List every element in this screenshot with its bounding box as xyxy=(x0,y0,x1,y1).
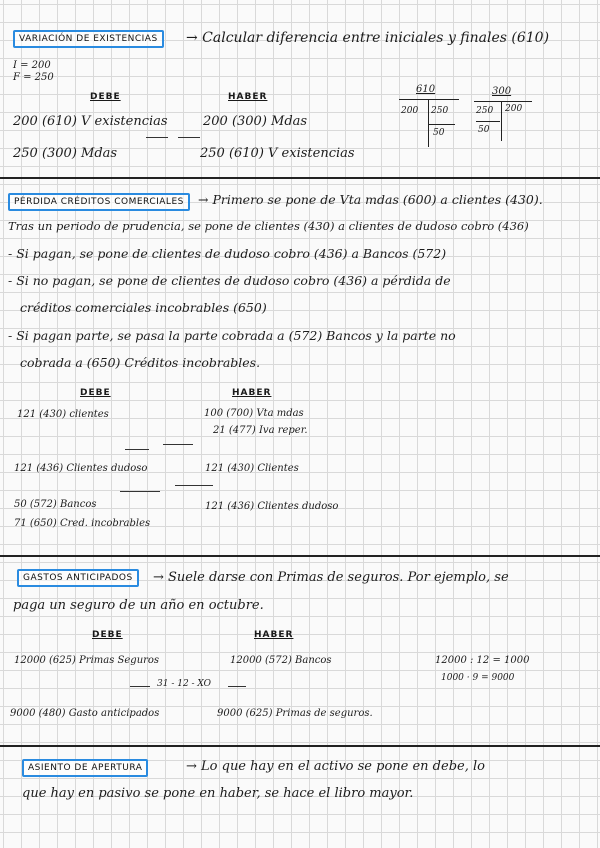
perdida-line-2: Tras un periodo de prudencia, se pone de clientes (430) a clientes de dudoso cobro (436) xyxy=(8,219,529,233)
entry-debe: 71 (650) Cred. incobrables xyxy=(14,518,151,529)
entry-haber: 100 (700) Vta mdas xyxy=(204,408,304,419)
t-account-300-divider xyxy=(501,101,502,141)
closing-date: 31 - 12 - XO xyxy=(157,679,212,689)
perdida-line-4: - Si no pagan, se pone de clientes de dudoso cobro (436) a pérdida de xyxy=(8,273,451,288)
entry-debe: 9000 (480) Gasto anticipados xyxy=(10,708,160,719)
separator-dash xyxy=(146,137,168,138)
perdida-line-3: - Si pagan, se pone de clientes de dudoso cobro (436) a Bancos (572) xyxy=(8,246,447,261)
separator-dash xyxy=(125,449,149,450)
separator-dash xyxy=(178,137,200,138)
gastos-line-2: paga un seguro de un año en octubre. xyxy=(13,598,264,613)
t-account-300-topline xyxy=(474,101,532,102)
t-account-610-subtotal-line xyxy=(429,124,455,125)
perdida-line-1: → Primero se pone de Vta mdas (600) a clientes (430). xyxy=(198,192,543,207)
debe-header: DEBE xyxy=(92,630,123,640)
t-account-300-balance: 50 xyxy=(478,125,490,135)
gastos-line-1: → Suele darse con Primas de seguros. Por ejemplo, se xyxy=(153,570,509,585)
section-divider xyxy=(0,177,600,179)
separator-dash xyxy=(228,686,246,687)
final-value: F = 250 xyxy=(13,72,54,83)
t-account-610-debit: 200 xyxy=(401,106,419,116)
t-account-610-credit: 250 xyxy=(431,106,449,116)
haber-header: HABER xyxy=(254,630,294,640)
entry-debe: 12000 (625) Primas Seguros xyxy=(14,655,160,666)
entry-haber: 121 (436) Clientes dudoso xyxy=(205,501,339,512)
entry-debe: 121 (430) clientes xyxy=(17,409,109,420)
section-title-gastos-anticipados: GASTOS ANTICIPADOS xyxy=(17,569,139,587)
apertura-line-2: que hay en pasivo se pone en haber, se hace el libro mayor. xyxy=(22,786,414,801)
entry-haber: 250 (610) V existencias xyxy=(200,146,355,161)
entry-haber: 200 (300) Mdas xyxy=(203,114,308,129)
perdida-line-5: créditos comerciales incobrables (650) xyxy=(20,300,267,315)
entry-debe: 121 (436) Clientes dudoso xyxy=(14,463,148,474)
apertura-line-1: → Lo que hay en el activo se pone en debe, lo xyxy=(186,759,485,774)
perdida-line-6: - Si pagan parte, se pasa la parte cobrada a (572) Bancos y la parte no xyxy=(8,328,456,343)
entry-haber: 9000 (625) Primas de seguros. xyxy=(217,708,373,719)
initial-value: I = 200 xyxy=(13,60,51,71)
haber-header: HABER xyxy=(228,92,268,102)
t-account-610-divider xyxy=(428,99,429,147)
section-title-variacion-existencias: VARIACIÓN DE EXISTENCIAS xyxy=(13,30,164,48)
entry-haber: 21 (477) Iva reper. xyxy=(213,425,308,436)
entry-debe: 50 (572) Bancos xyxy=(14,499,97,510)
section-divider xyxy=(0,555,600,557)
entry-debe: 250 (300) Mdas xyxy=(13,146,118,161)
separator-dash xyxy=(120,491,160,492)
perdida-line-7: cobrada a (650) Créditos incobrables. xyxy=(20,355,261,370)
entry-haber: 12000 (572) Bancos xyxy=(230,655,332,666)
separator-dash xyxy=(175,485,213,486)
t-account-610-balance: 50 xyxy=(433,128,445,138)
haber-header: HABER xyxy=(232,388,272,398)
section-divider xyxy=(0,745,600,747)
calc-line-1: 12000 : 12 = 1000 xyxy=(435,655,530,666)
entry-haber: 121 (430) Clientes xyxy=(205,463,299,474)
calc-line-2: 1000 · 9 = 9000 xyxy=(441,673,515,683)
t-account-300-debit: 250 xyxy=(476,106,494,116)
debe-header: DEBE xyxy=(90,92,121,102)
separator-dash xyxy=(130,686,150,687)
t-account-610-topline xyxy=(399,99,459,100)
entry-debe: 200 (610) V existencias xyxy=(13,114,168,129)
debe-header: DEBE xyxy=(80,388,111,398)
section-title-asiento-apertura: ASIENTO DE APERTURA xyxy=(22,759,148,777)
t-account-300-credit: 200 xyxy=(505,104,523,114)
section-title-perdida-creditos: PÉRDIDA CRÉDITOS COMERCIALES xyxy=(8,193,190,211)
t-account-610-header: 610 xyxy=(416,84,436,95)
t-account-300-subtotal-line xyxy=(476,121,500,122)
separator-dash xyxy=(163,444,193,445)
variacion-description: → Calcular diferencia entre iniciales y finales (610) xyxy=(186,30,550,46)
t-account-300-header: 300 xyxy=(492,86,512,97)
